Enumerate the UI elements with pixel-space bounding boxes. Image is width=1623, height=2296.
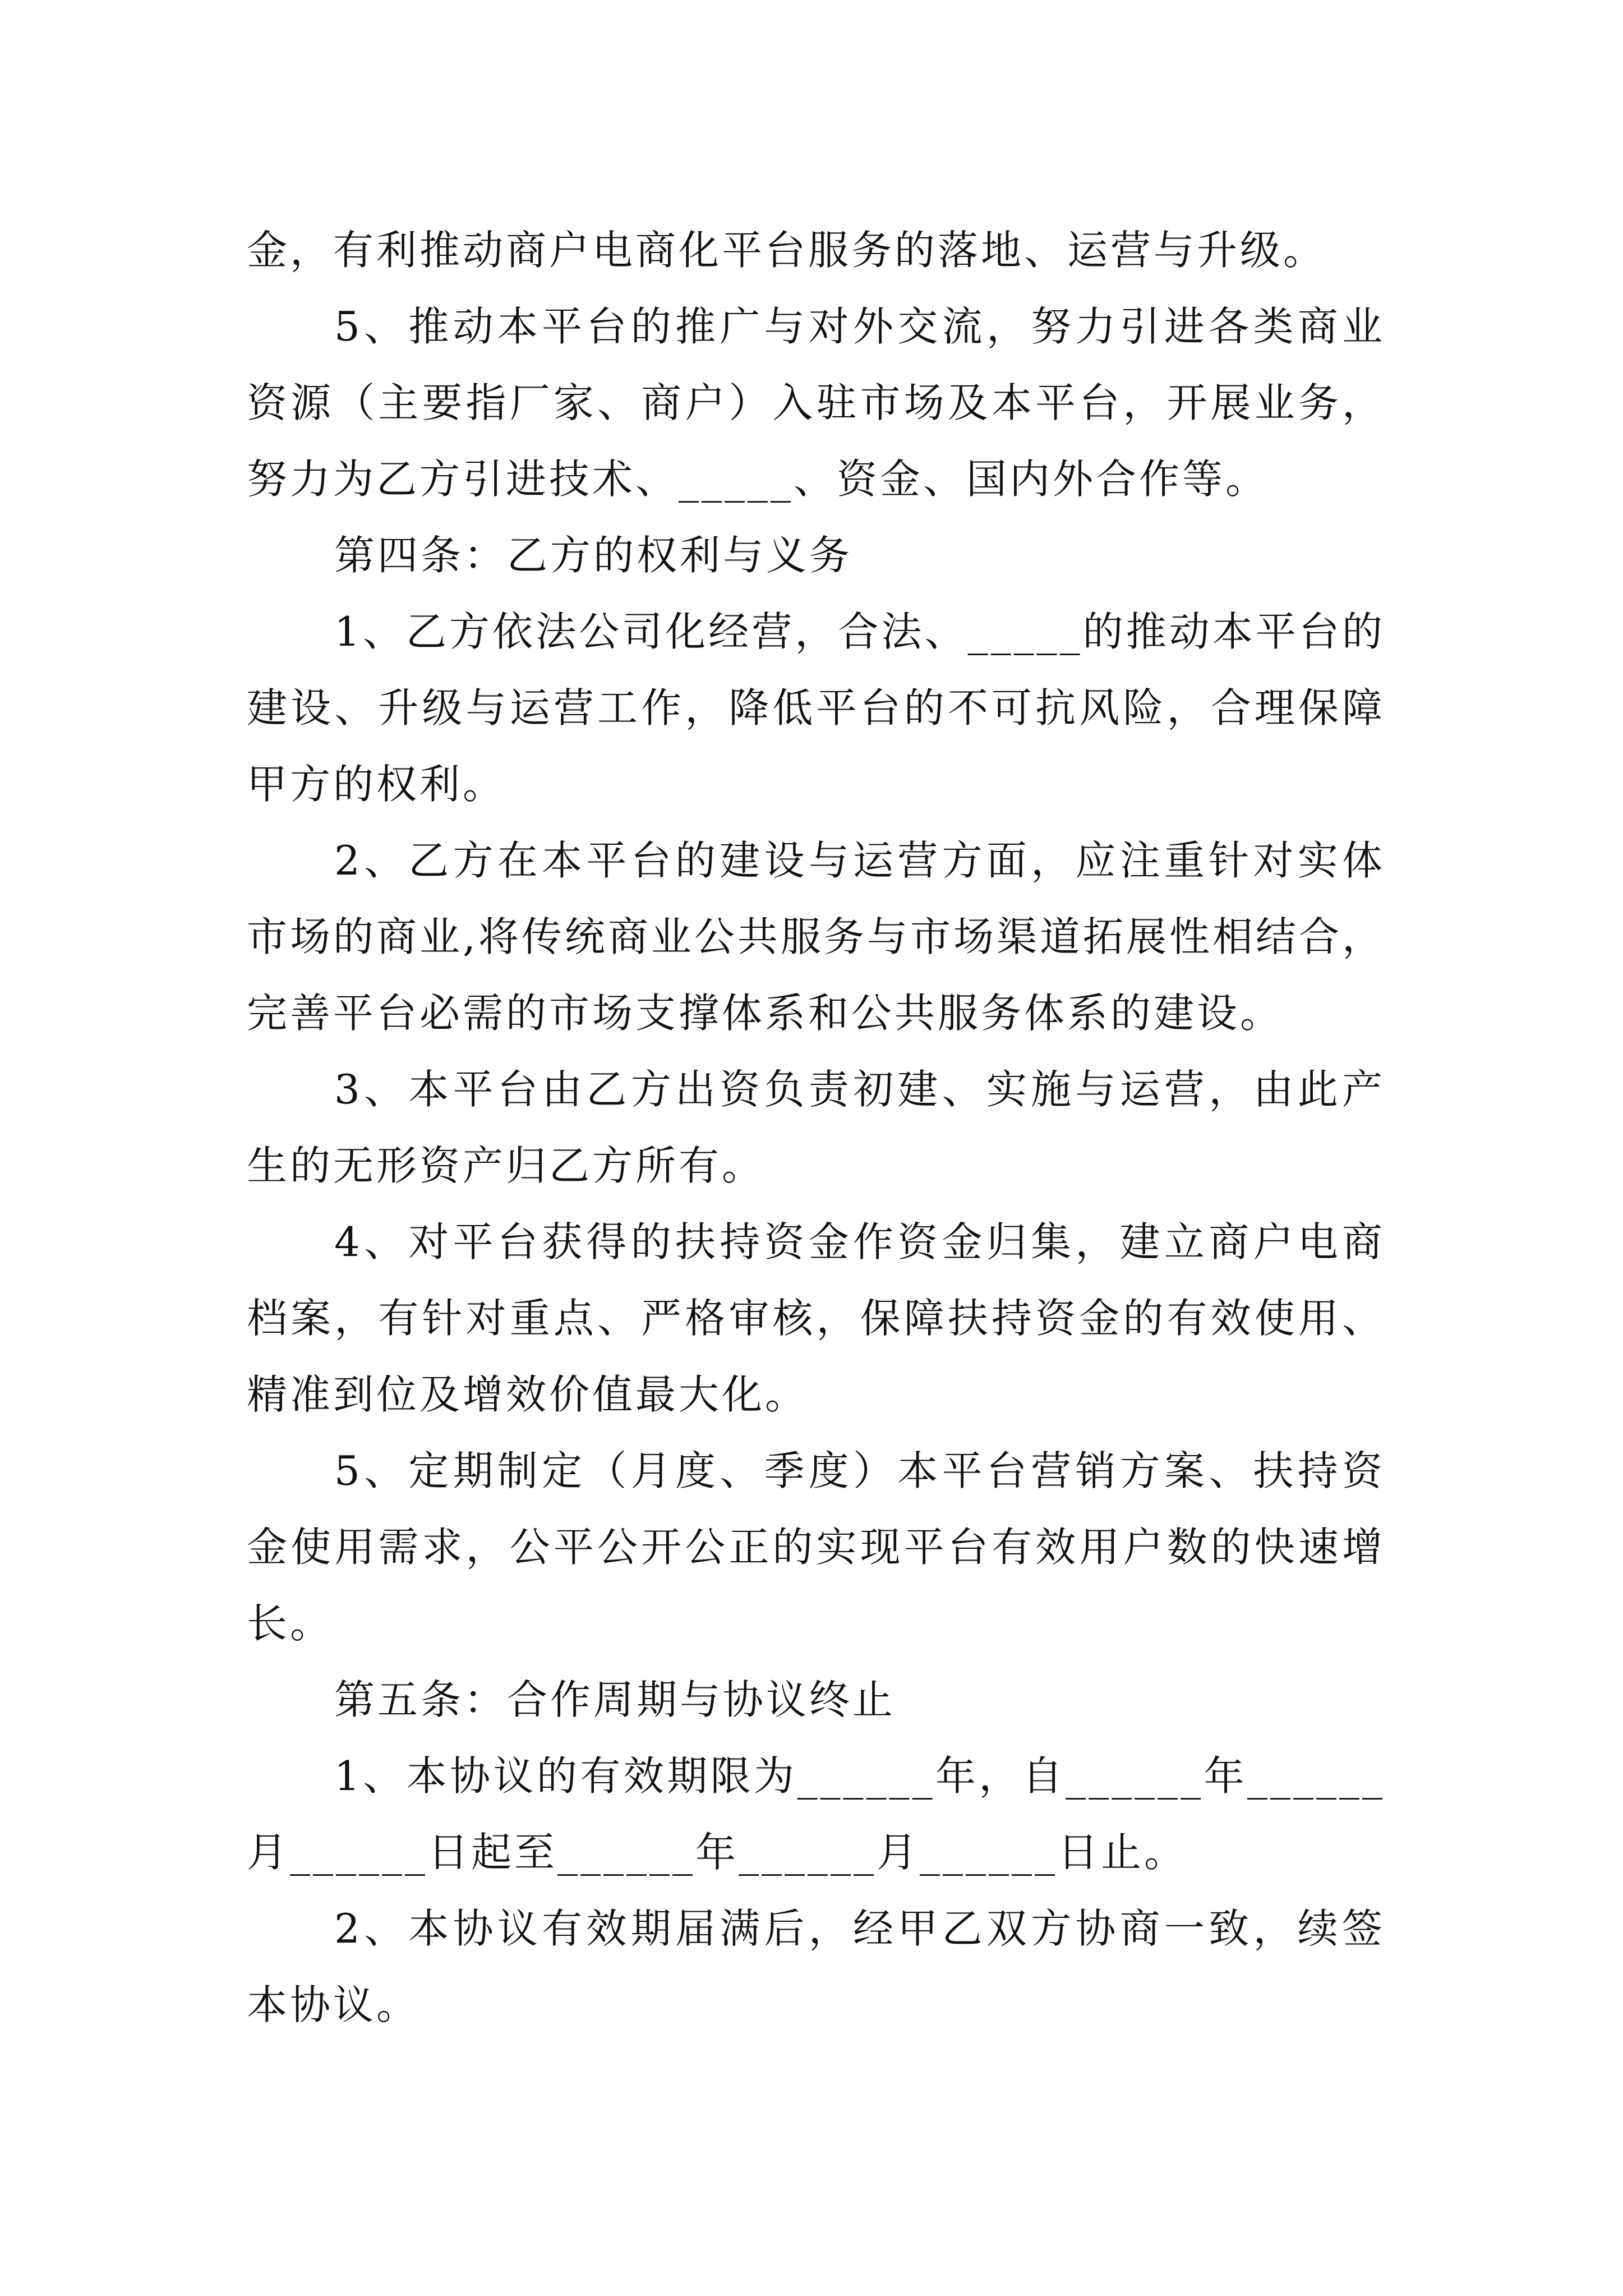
section-heading-article-5: 第五条：合作周期与协议终止: [334, 1676, 896, 1723]
paragraph-item-2-operation: 2、乙方在本平台的建设与运营方面，应注重针对实体市场的商业,将传统商业公共服务与市场渠道拓展性相结合，完善平台必需的市场支撑体系和公共服务体系的建设。: [247, 837, 1385, 1037]
paragraph-item-5-marketing: 5、定期制定（月度、季度）本平台营销方案、扶持资金使用需求，公平公开公正的实现平台有效用户数的快速增长。: [247, 1447, 1385, 1647]
section-heading-article-4: 第四条：乙方的权利与义务: [334, 532, 853, 579]
paragraph-item-5-promotion: 5、推动本平台的推广与对外交流，努力引进各类商业资源（主要指厂家、商户）入驻市场及本平台，开展业务，努力为乙方引进技术、_____、资金、国内外合作等。: [247, 303, 1385, 503]
document-body: [247, 212, 1385, 2043]
paragraph-item-1-compliance: 1、乙方依法公司化经营，合法、_____的推动本平台的建设、升级与运营工作，降低平台的不可抗风险，合理保障甲方的权利。: [247, 608, 1385, 808]
paragraph-item-3-assets: 3、本平台由乙方出资负责初建、实施与运营，由此产生的无形资产归乙方所有。: [247, 1066, 1385, 1189]
paragraph-continuation: 金，有利推动商户电商化平台服务的落地、运营与升级。: [247, 227, 1327, 274]
paragraph-item-2-renewal: 2、本协议有效期届满后，经甲乙双方协商一致，续签本协议。: [247, 1905, 1385, 2028]
paragraph-item-1-term: 1、本协议的有效期限为______年，自______年______月______日起至______年______月______日止。: [247, 1752, 1385, 1876]
paragraph-item-4-funds: 4、对平台获得的扶持资金作资金归集，建立商户电商档案，有针对重点、严格审核，保障扶持资金的有效使用、精准到位及增效价值最大化。: [247, 1218, 1385, 1418]
